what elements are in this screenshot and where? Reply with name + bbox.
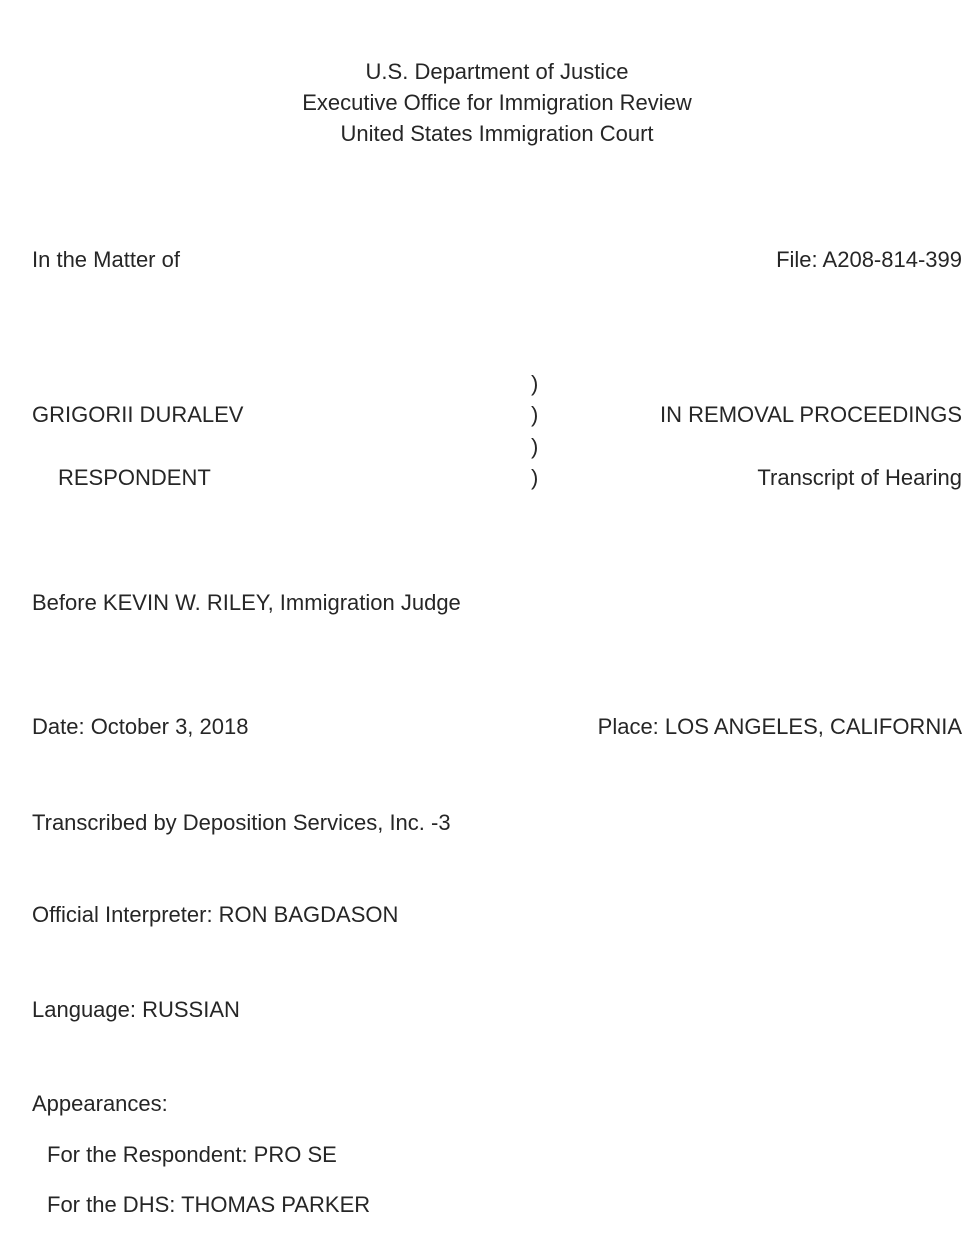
- language: Language: RUSSIAN: [32, 997, 240, 1022]
- proceedings-type: IN REMOVAL PROCEEDINGS: [660, 402, 962, 427]
- matter-label: In the Matter of: [32, 247, 180, 272]
- caption-paren: ): [531, 434, 539, 459]
- interpreter: Official Interpreter: RON BAGDASON: [32, 902, 399, 927]
- header-agency: U.S. Department of Justice: [365, 59, 629, 84]
- appearances-label: Appearances:: [32, 1091, 168, 1116]
- hearing-date: Date: October 3, 2018: [32, 714, 249, 739]
- respondent-name: GRIGORII DURALEV: [32, 402, 244, 427]
- caption-paren: ): [531, 465, 539, 490]
- hearing-place: Place: LOS ANGELES, CALIFORNIA: [597, 714, 962, 739]
- judge-line: Before KEVIN W. RILEY, Immigration Judge: [32, 590, 461, 615]
- transcribed-by: Transcribed by Deposition Services, Inc. -3: [32, 810, 451, 835]
- caption-paren: ): [531, 402, 539, 427]
- respondent-role: RESPONDENT: [58, 465, 211, 490]
- header-office: Executive Office for Immigration Review: [302, 90, 692, 115]
- appearance-dhs: For the DHS: THOMAS PARKER: [47, 1192, 371, 1217]
- file-number: File: A208-814-399: [776, 247, 962, 272]
- caption-paren: ): [531, 371, 539, 396]
- header-court: United States Immigration Court: [340, 121, 654, 146]
- document-type: Transcript of Hearing: [757, 465, 962, 490]
- appearance-respondent: For the Respondent: PRO SE: [47, 1142, 337, 1167]
